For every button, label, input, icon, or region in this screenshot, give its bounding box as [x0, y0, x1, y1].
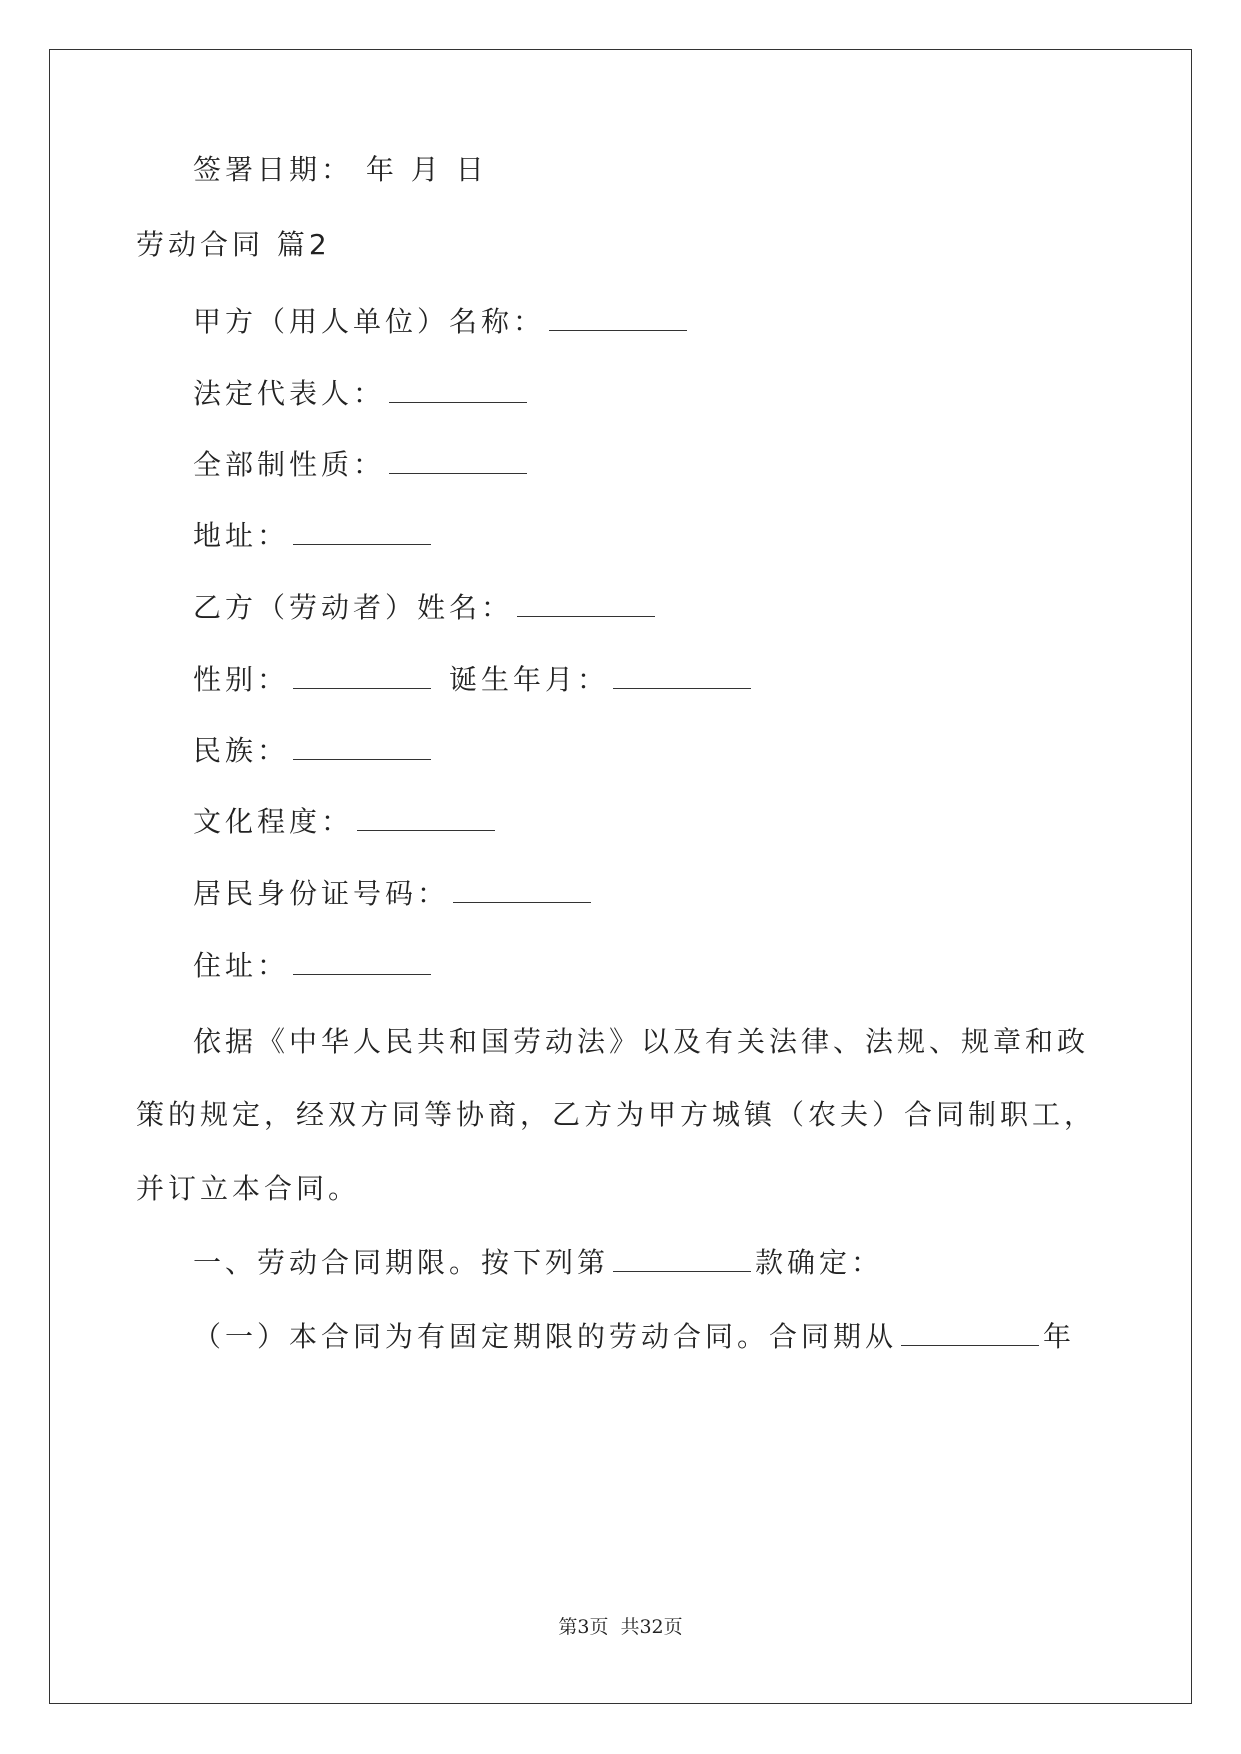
fixed-term-pre: （一）本合同为有固定期限的劳动合同。合同期从 — [193, 1320, 898, 1353]
fixed-term-line — [193, 1319, 1075, 1354]
paragraph-text-1: 依据《中华人民共和国劳动法》以及有关法律、法规、规章和政 — [193, 1025, 1090, 1058]
fixed-term-blank — [901, 1319, 1039, 1346]
legal-rep-line — [193, 376, 531, 411]
residence-label: 住址： — [193, 949, 290, 982]
party-b-name-line — [193, 590, 659, 625]
legal-rep-label: 法定代表人： — [193, 377, 386, 410]
party-b-name-blank — [517, 590, 655, 617]
paragraph-line-1 — [193, 1025, 1089, 1059]
ethnicity-blank — [293, 733, 431, 760]
gender-label: 性别： — [193, 663, 290, 696]
legal-rep-blank — [389, 376, 527, 403]
page-total: 共32页 — [620, 1616, 683, 1638]
birth-label: 诞生年月： — [449, 663, 610, 696]
term-pre: 一、劳动合同期限。按下列第 — [193, 1246, 610, 1279]
page-footer — [0, 1612, 1241, 1639]
id-number-blank — [453, 876, 591, 903]
paragraph-text-2: 策的规定，经双方同等协商，乙方为甲方城镇（农夫）合同制职工， — [136, 1098, 1097, 1131]
section-title-text: 劳动合同 篇2 — [136, 228, 331, 261]
paragraph-line-2 — [136, 1098, 1096, 1132]
id-number-line — [193, 876, 595, 911]
ethnicity-line — [193, 733, 435, 768]
address-line — [193, 518, 435, 553]
education-line — [193, 804, 499, 839]
education-label: 文化程度： — [193, 805, 354, 838]
ownership-blank — [389, 447, 527, 474]
party-b-name-label: 乙方（劳动者）姓名： — [193, 591, 514, 624]
gender-blank — [293, 662, 431, 689]
residence-blank — [293, 948, 431, 975]
gender-birth-line — [193, 662, 755, 697]
sign-date-line — [193, 153, 488, 187]
section-title — [136, 228, 331, 262]
party-a-name-blank — [549, 304, 687, 331]
ownership-line — [193, 447, 531, 482]
party-a-name-line — [193, 304, 691, 339]
sign-date: 签署日期： 年 月 日 — [193, 153, 488, 186]
fixed-term-post: 年 — [1043, 1320, 1076, 1353]
paragraph-line-3 — [136, 1172, 360, 1206]
ownership-label: 全部制性质： — [193, 448, 386, 481]
paragraph-text-3: 并订立本合同。 — [136, 1172, 361, 1205]
term-line — [193, 1245, 883, 1280]
address-label: 地址： — [193, 519, 290, 552]
education-blank — [357, 804, 495, 831]
residence-line — [193, 948, 435, 983]
id-number-label: 居民身份证号码： — [193, 877, 450, 910]
page-number: 第3页 — [558, 1616, 609, 1638]
ethnicity-label: 民族： — [193, 734, 290, 767]
birth-blank — [613, 662, 751, 689]
term-blank — [613, 1245, 751, 1272]
term-post: 款确定： — [755, 1246, 884, 1279]
address-blank — [293, 518, 431, 545]
party-a-name-label: 甲方（用人单位）名称： — [193, 305, 546, 338]
